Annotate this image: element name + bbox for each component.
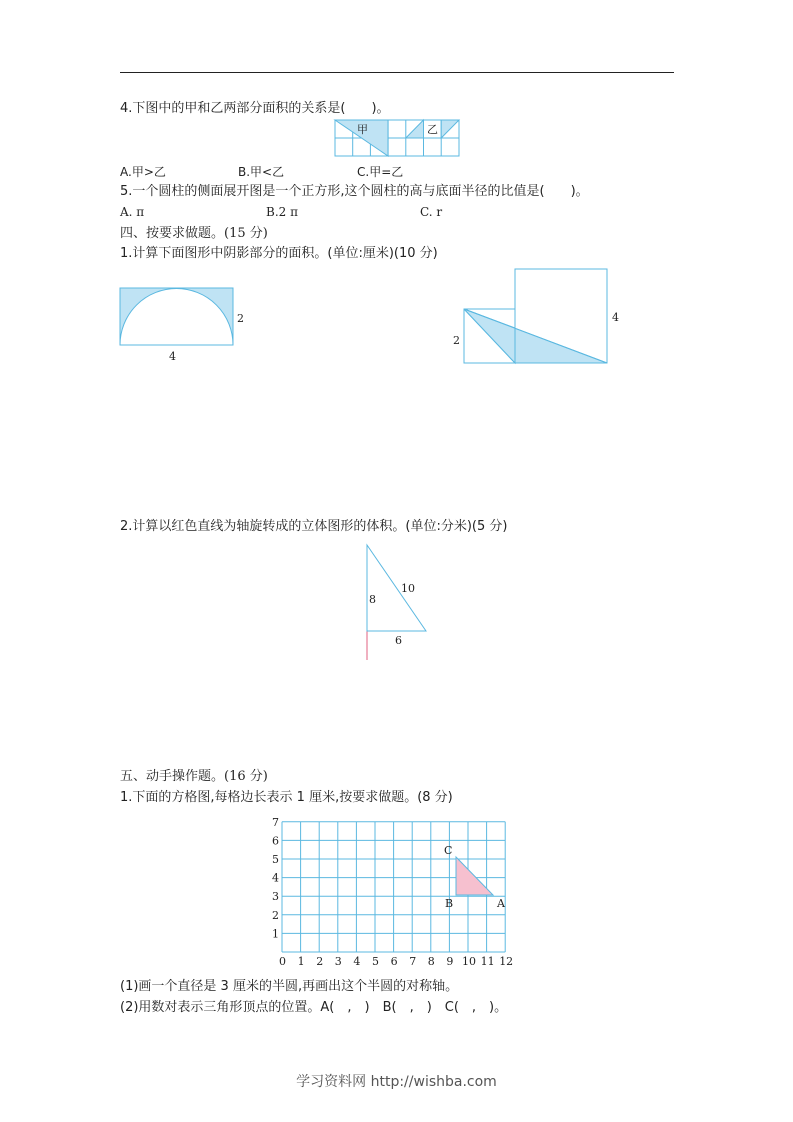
y-tick-label: 1 <box>272 927 279 941</box>
x-tick-label: 3 <box>334 955 342 968</box>
point-c-label: C <box>444 844 453 857</box>
section5-p1-text: 1.下面的方格图,每格边长表示 1 厘米,按要求做题。(8 分) <box>120 790 453 805</box>
triangle-height-label: 8 <box>369 593 376 606</box>
x-tick-label: 9 <box>446 955 454 968</box>
q4-figure <box>335 120 459 157</box>
squares-small-label: 2 <box>453 334 460 347</box>
y-tick-labels <box>272 816 279 941</box>
y-tick-label: 6 <box>272 834 279 848</box>
q4-option-a: A.甲>乙 <box>120 165 166 179</box>
x-tick-label: 2 <box>316 955 324 968</box>
header-rule <box>120 72 674 73</box>
squares-figure <box>450 268 620 364</box>
section4-p2-text: 2.计算以红色直线为轴旋转成的立体图形的体积。(单位:分米)(5 分) <box>120 519 508 534</box>
y-tick-label: 5 <box>272 853 279 866</box>
q4-label-yi: 乙 <box>427 123 438 136</box>
section5-sub1: (1)画一个直径是 3 厘米的半圆,再画出这个半圆的对称轴。 <box>120 979 459 994</box>
q5-option-b: B.2 π <box>266 205 298 219</box>
x-tick-label: 0 <box>279 955 286 968</box>
x-tick-label: 12 <box>499 955 514 968</box>
x-tick-label: 5 <box>372 955 379 968</box>
q5-option-a: A. π <box>120 205 145 219</box>
x-tick-label: 8 <box>427 955 435 968</box>
coordinate-grid <box>270 815 525 970</box>
q4-option-c: C.甲=乙 <box>357 165 404 179</box>
x-tick-label: 1 <box>297 955 305 968</box>
x-tick-label: 4 <box>353 955 361 968</box>
section4-p1-text: 1.计算下面图形中阴影部分的面积。(单位:厘米)(10 分) <box>120 246 438 261</box>
section5-title: 五、动手操作题。(16 分) <box>120 769 268 784</box>
section4-title: 四、按要求做题。(15 分) <box>120 226 268 241</box>
q4-shade-yi <box>406 120 424 138</box>
page-footer: 学习资料网 http://wishba.com <box>296 1074 497 1090</box>
q4-option-b: B.甲<乙 <box>238 165 285 179</box>
triangle-base-label: 6 <box>395 634 402 647</box>
x-tick-label: 10 <box>462 955 476 968</box>
x-tick-label: 7 <box>409 955 417 968</box>
y-tick-label: 4 <box>272 871 279 885</box>
q4-shade-yi-2 <box>441 120 459 138</box>
point-a-label: A <box>497 897 505 910</box>
pink-triangle <box>456 857 493 895</box>
q5-text: 5.一个圆柱的侧面展开图是一个正方形,这个圆柱的高与底面半径的比值是( )。 <box>120 184 589 199</box>
rotation-triangle-figure <box>360 545 440 663</box>
q4-text: 4.下图中的甲和乙两部分面积的关系是( )。 <box>120 101 390 116</box>
y-tick-label: 7 <box>272 815 279 829</box>
section5-sub2: (2)用数对表示三角形顶点的位置。A( , ) B( , ) C( , )。 <box>120 1000 508 1015</box>
x-tick-label: 6 <box>390 955 398 968</box>
semicircle-width-label: 4 <box>169 350 176 363</box>
point-b-label: B <box>445 897 454 910</box>
x-tick-label: 11 <box>480 955 495 968</box>
q5-option-c: C. r <box>420 205 443 219</box>
y-tick-label: 2 <box>272 908 279 922</box>
semicircle-figure <box>120 288 250 363</box>
x-tick-labels <box>279 955 513 968</box>
semicircle-height-label: 2 <box>237 312 244 325</box>
y-tick-label: 3 <box>272 890 279 904</box>
q4-label-jia: 甲 <box>357 123 368 136</box>
triangle-hyp-label: 10 <box>401 582 415 595</box>
squares-big-label: 4 <box>612 311 619 324</box>
